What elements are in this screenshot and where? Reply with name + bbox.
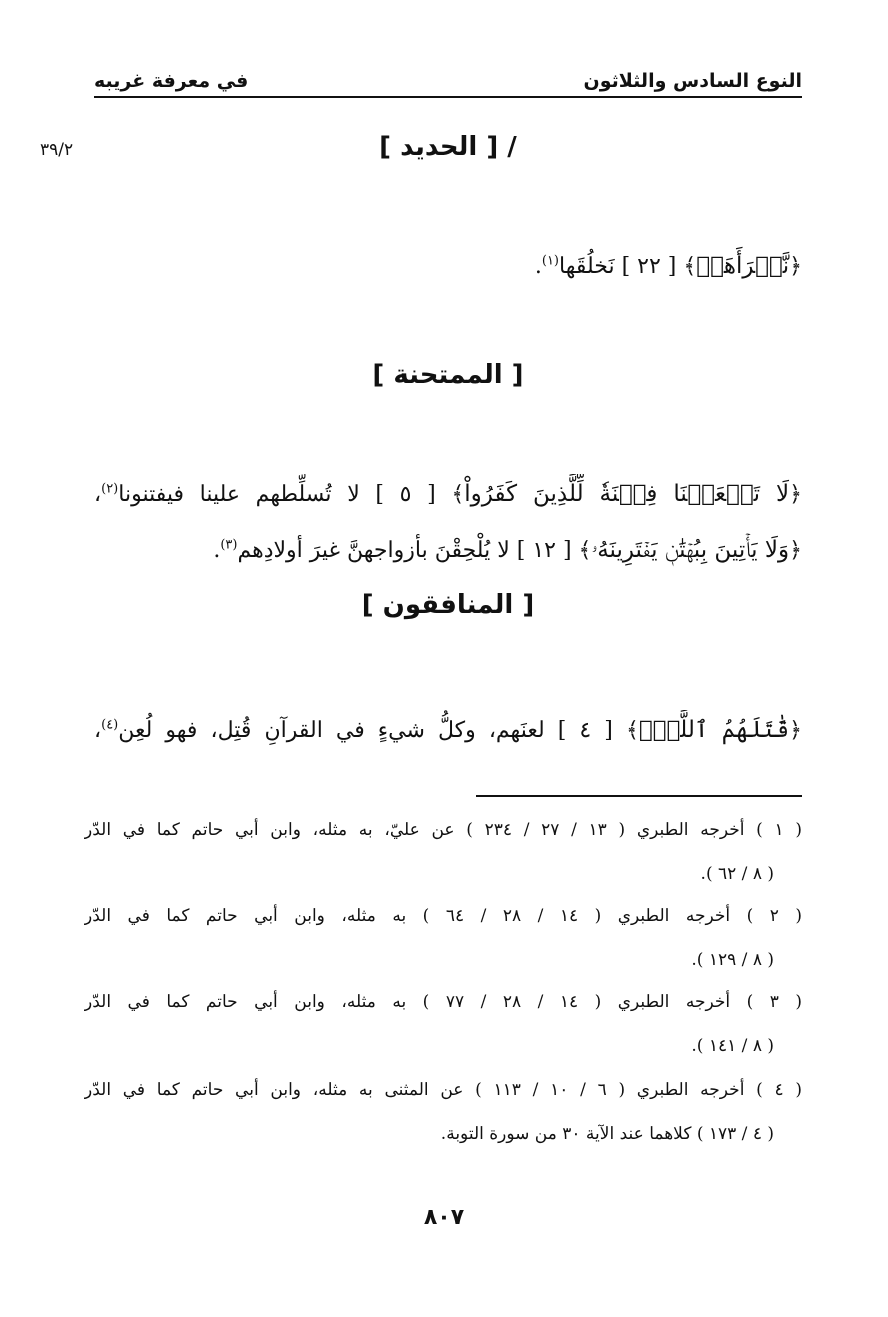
footnote-4: ( ٤ ) أخرجه الطبري ( ٦ / ١٠ / ١١٣ ) عن المثنى به مثله، وابن أبي حاتم كما في الدّر bbox=[84, 1080, 802, 1100]
footnote-1: ( ١ ) أخرجه الطبري ( ١٣ / ٢٧ / ٢٣٤ ) عن عليّ، به مثله، وابن أبي حاتم كما في الدّر bbox=[84, 820, 802, 840]
gloss-line bbox=[94, 710, 802, 751]
quran-close-bracket: ﴾ bbox=[451, 482, 465, 507]
footnote-4-continuation: ( ٤ / ١٧٣ ) كلاهما عند الآية ٣٠ من سورة التوبة. bbox=[440, 1124, 774, 1144]
footnote-separator bbox=[476, 795, 802, 797]
gloss-text: لعنَهم، وكلُّ شيءٍ في القرآنِ قُتِل، فهو لُعِن bbox=[118, 718, 545, 743]
gloss-punctuation: ، bbox=[94, 718, 102, 743]
section-title-mumtahanah: [ الممتحنة ] bbox=[372, 360, 524, 390]
page-number: ٨٠٧ bbox=[423, 1205, 465, 1230]
header-section-title: في معرفة غريبه bbox=[94, 70, 249, 92]
quran-open-bracket: ﴿ bbox=[789, 718, 802, 743]
verse-number: [ ٢٢ ] bbox=[621, 254, 677, 279]
gloss-text: لا تُسلِّطهم علينا فيفتنونا bbox=[118, 482, 360, 507]
footnote-3-continuation: ( ٨ / ١٤١ ). bbox=[691, 1036, 774, 1056]
header-rule bbox=[94, 96, 802, 98]
gloss-line bbox=[94, 246, 802, 287]
quran-close-bracket: ﴾ bbox=[578, 538, 592, 563]
quran-close-bracket: ﴾ bbox=[683, 254, 697, 279]
footnote-marker: (٤) bbox=[101, 717, 119, 733]
quran-phrase: لَا تَجۡعَلۡنَا فِتۡنَةٗ لِّلَّذِينَ كَفَرُواْ bbox=[464, 481, 790, 507]
footnote-2-continuation: ( ٨ / ١٢٩ ). bbox=[691, 950, 774, 970]
gloss-text: لا يُلْحِقْنَ بأزواجهنَّ غيرَ أولادِهم bbox=[237, 538, 510, 563]
margin-volume-reference: ٣٩/٢ bbox=[40, 140, 74, 160]
footnote-3: ( ٣ ) أخرجه الطبري ( ١٤ / ٢٨ / ٧٧ ) به مثله، وابن أبي حاتم كما في الدّر bbox=[84, 992, 802, 1012]
quran-phrase: نَّبۡرَأَهَآۚ bbox=[696, 253, 790, 279]
running-header bbox=[94, 56, 802, 92]
gloss-punctuation: . bbox=[213, 538, 221, 563]
footnote-marker: (١) bbox=[541, 253, 559, 269]
quran-open-bracket: ﴿ bbox=[789, 538, 802, 563]
gloss-punctuation: . bbox=[534, 254, 542, 279]
quran-phrase: قَٰتَلَهُمُ ٱللَّهُۖ bbox=[638, 717, 790, 743]
quran-close-bracket: ﴾ bbox=[625, 718, 639, 743]
verse-number: [ ٥ ] bbox=[375, 482, 436, 507]
section-title-munafiqun: [ المنافقون ] bbox=[361, 590, 535, 620]
footnote-1-continuation: ( ٨ / ٦٢ ). bbox=[700, 864, 774, 884]
gloss-punctuation: ، bbox=[94, 482, 102, 507]
header-chapter-title: النوع السادس والثلاثون bbox=[583, 70, 802, 92]
verse-number: [ ١٢ ] bbox=[516, 538, 572, 563]
verse-number: [ ٤ ] bbox=[557, 718, 613, 743]
gloss-line bbox=[94, 474, 802, 515]
section-title-hadid: / [ الحديد ] bbox=[379, 132, 517, 162]
footnote-2: ( ٢ ) أخرجه الطبري ( ١٤ / ٢٨ / ٦٤ ) به مثله، وابن أبي حاتم كما في الدّر bbox=[84, 906, 802, 926]
footnote-marker: (٢) bbox=[101, 481, 119, 497]
quran-open-bracket: ﴿ bbox=[789, 254, 802, 279]
gloss-text: نَخلُقَها bbox=[559, 254, 615, 279]
footnote-marker: (٣) bbox=[220, 537, 238, 553]
quran-phrase: وَلَا يَأۡتِينَ بِبُهۡتَٰنٖ يَفۡتَرِينَهُۥ bbox=[591, 537, 790, 563]
gloss-line bbox=[94, 530, 802, 571]
quran-open-bracket: ﴿ bbox=[789, 482, 802, 507]
